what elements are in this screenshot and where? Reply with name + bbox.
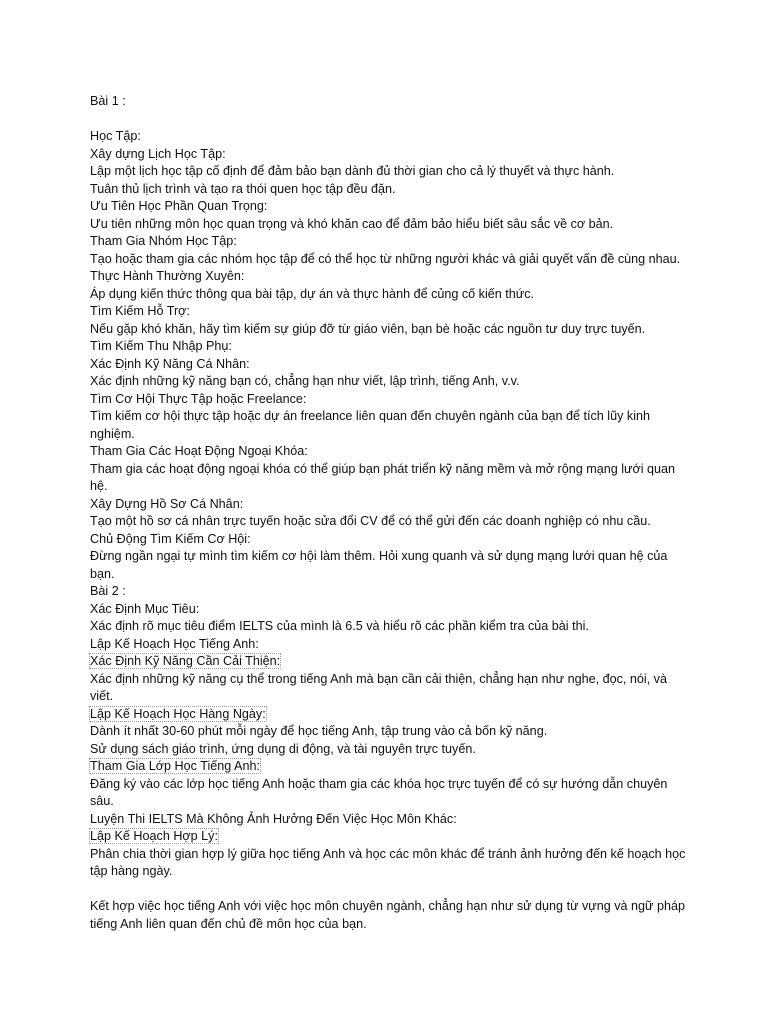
line-text: Tham Gia Nhóm Học Tập: <box>90 234 237 248</box>
line-text: Tìm kiếm cơ hội thực tập hoặc dự án freelance liên quan đến chuyên ngành của bạn để tích lũy kinh nghiệm. <box>90 409 650 441</box>
document-line <box>90 146 690 164</box>
line-text: Chủ Động Tìm Kiếm Cơ Hội: <box>90 531 251 546</box>
document-line <box>90 338 690 356</box>
line-text: Tạo một hồ sơ cá nhân trực tuyến hoặc sửa đổi CV để có thể gửi đến các doanh nghiệp có nhu cầu. <box>90 514 651 528</box>
line-text: Xác Định Kỹ Năng Cá Nhân: <box>90 356 250 371</box>
document-line <box>90 356 690 374</box>
document-line <box>90 811 690 829</box>
document-line <box>90 408 690 443</box>
line-text: Phân chia thời gian hợp lý giữa học tiếng Anh và học các môn khác để tránh ảnh hưởng đến kế hoạch học tập hàng ngày. <box>90 846 686 878</box>
line-text: Tuân thủ lịch trình và tạo ra thói quen học tập đều đặn. <box>90 181 396 196</box>
document-line <box>90 461 690 496</box>
document-line <box>90 531 690 549</box>
document-line <box>90 373 690 391</box>
line-text: Tham Gia Các Hoạt Động Ngoại Khóa: <box>90 444 308 458</box>
document-line <box>90 846 690 881</box>
line-text: Bài 1 : <box>90 94 126 108</box>
document-line <box>90 286 690 304</box>
document-line <box>90 671 690 706</box>
document-line <box>90 741 690 759</box>
highlighted-heading: Lập Kế Hoạch Hợp Lý: <box>90 829 218 843</box>
document-line <box>90 601 690 619</box>
document-page <box>90 93 690 933</box>
document-line <box>90 321 690 339</box>
document-line <box>90 181 690 199</box>
line-text: Áp dụng kiến thức thông qua bài tập, dự án và thực hành để củng cố kiến thức. <box>90 286 535 301</box>
line-text: Ưu tiên những môn học quan trọng và khó khăn cao để đảm bảo hiểu biết sâu sắc về cơ bản. <box>90 216 614 231</box>
document-line <box>90 548 690 583</box>
line-text: Học Tập: <box>90 129 141 143</box>
document-line <box>90 636 690 654</box>
line-text: Xây dựng Lịch Học Tập: <box>90 146 226 161</box>
document-line <box>90 898 690 933</box>
document-line <box>90 776 690 811</box>
highlighted-heading: Lập Kế Hoạch Học Hàng Ngày: <box>90 706 266 721</box>
document-line <box>90 93 690 111</box>
line-text: Sử dụng sách giáo trình, ứng dụng di động, và tài nguyên trực tuyến. <box>90 741 476 756</box>
document-line <box>90 583 690 601</box>
line-text: Lập một lịch học tập cố định để đảm bảo bạn dành đủ thời gian cho cả lý thuyết và thực hành. <box>90 164 615 178</box>
blank-line <box>90 881 690 899</box>
line-text: Xác định những kỹ năng bạn có, chẳng hạn như viết, lập trình, tiếng Anh, v.v. <box>90 374 520 388</box>
document-line <box>90 268 690 286</box>
document-line <box>90 163 690 181</box>
line-text: Xác định những kỹ năng cụ thể trong tiếng Anh mà bạn cần cải thiện, chẳng hạn như nghe, đọc, nói, và viết. <box>90 671 667 703</box>
line-text: Tham gia các hoạt động ngoại khóa có thể giúp bạn phát triển kỹ năng mềm và mở rộng mạng lưới quan hệ. <box>90 461 676 493</box>
document-line <box>90 828 690 846</box>
document-line <box>90 706 690 724</box>
document-line <box>90 391 690 409</box>
document-line <box>90 198 690 216</box>
line-text: Tìm Kiếm Hỗ Trợ: <box>90 304 190 318</box>
document-line <box>90 758 690 776</box>
document-line <box>90 303 690 321</box>
line-text: Dành ít nhất 30-60 phút mỗi ngày để học tiếng Anh, tập trung vào cả bốn kỹ năng. <box>90 724 548 738</box>
line-text: Thực Hành Thường Xuyên: <box>90 269 245 283</box>
document-line <box>90 723 690 741</box>
line-text: Tìm Kiếm Thu Nhập Phụ: <box>90 339 232 353</box>
highlighted-heading: Tham Gia Lớp Học Tiếng Anh: <box>90 759 260 773</box>
document-line <box>90 513 690 531</box>
document-line <box>90 251 690 269</box>
blank-line <box>90 111 690 129</box>
line-text: Đăng ký vào các lớp học tiếng Anh hoặc tham gia các khóa học trực tuyến để có sự hướng dẫn chuyên sâu. <box>90 776 668 808</box>
line-text: Kết hợp việc học tiếng Anh với việc học môn chuyên ngành, chẳng hạn như sử dụng từ vựng và ngữ pháp tiếng Anh liên quan đến chủ đề môn học của bạn. <box>90 899 685 931</box>
document-line <box>90 216 690 234</box>
highlighted-heading: Xác Định Kỹ Năng Cần Cải Thiện: <box>90 654 281 668</box>
line-text: Xác định rõ mục tiêu điểm IELTS của mình là 6.5 và hiểu rõ các phần kiểm tra của bài thi. <box>90 619 589 633</box>
line-text: Bài 2 : <box>90 584 126 598</box>
document-line <box>90 443 690 461</box>
line-text: Ưu Tiên Học Phần Quan Trọng: <box>90 199 268 213</box>
document-line <box>90 618 690 636</box>
line-text: Đừng ngần ngại tự mình tìm kiếm cơ hội làm thêm. Hỏi xung quanh và sử dụng mạng lưới quan hệ của bạn. <box>90 549 668 581</box>
document-line <box>90 128 690 146</box>
document-line <box>90 233 690 251</box>
line-text: Tạo hoặc tham gia các nhóm học tập để có thể học từ những người khác và giải quyết vấn đề cùng nhau. <box>90 251 681 266</box>
document-line <box>90 653 690 671</box>
line-text: Nếu gặp khó khăn, hãy tìm kiếm sự giúp đỡ từ giáo viên, bạn bè hoặc các nguồn tư duy trực tuyến. <box>90 321 646 336</box>
line-text: Lập Kế Hoạch Học Tiếng Anh: <box>90 636 259 651</box>
line-text: Tìm Cơ Hội Thực Tập hoặc Freelance: <box>90 391 307 406</box>
line-text: Xây Dựng Hồ Sơ Cá Nhân: <box>90 496 244 511</box>
line-text: Luyện Thi IELTS Mà Không Ảnh Hưởng Đến Việc Học Môn Khác: <box>90 811 457 826</box>
line-text: Xác Định Mục Tiêu: <box>90 601 200 616</box>
document-line <box>90 496 690 514</box>
